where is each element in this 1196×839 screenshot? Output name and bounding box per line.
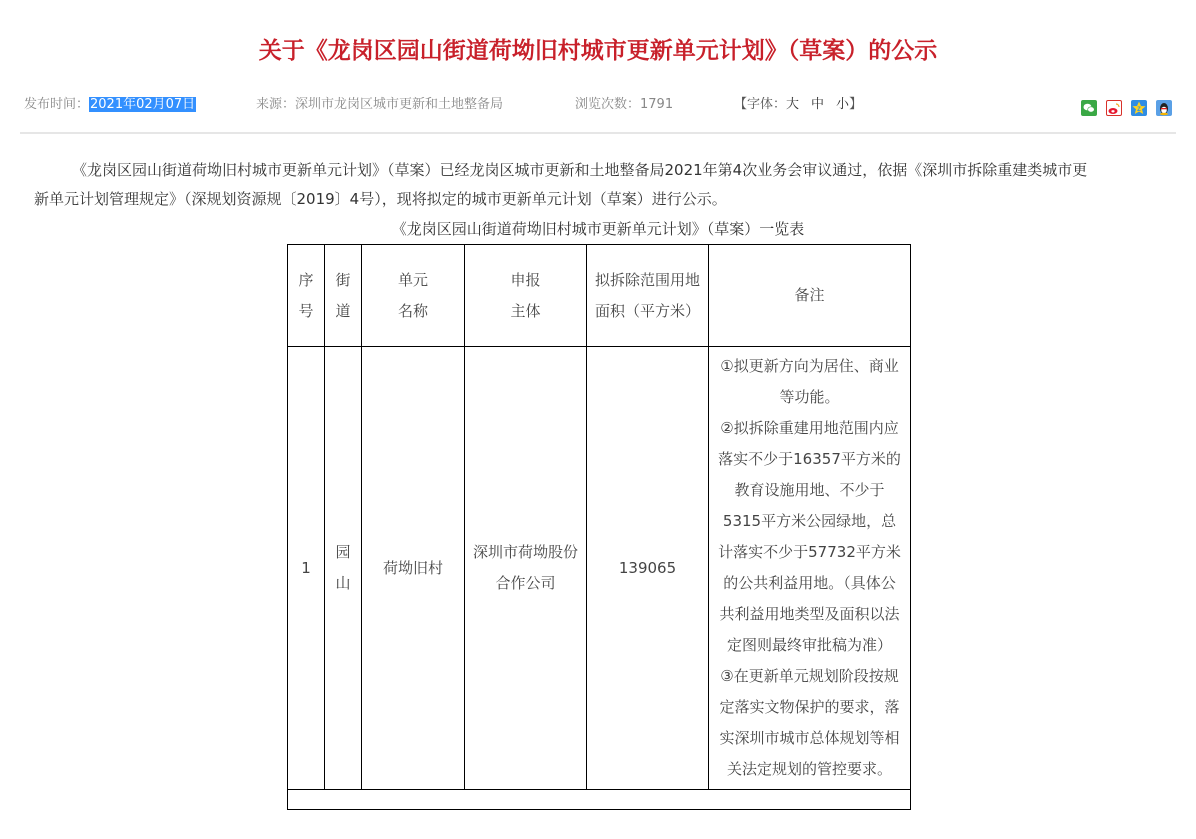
publish-date[interactable]: 2021年02月07日 [90,97,196,112]
header-area: 拟拆除范围用地面积（平方米） [587,245,709,347]
cell-continuation [288,790,911,810]
header-street-line1: 街 [335,270,351,289]
table-caption: 《龙岗区园山街道荷坳旧村城市更新单元计划》（草案）一览表 [391,220,805,238]
header-no [288,245,325,347]
source [256,94,503,116]
table-header-row [288,245,911,347]
cell-street-line1: 园 [335,543,351,561]
cell-area: 139065 [587,347,709,790]
font-label-open: 【字体： [734,97,787,112]
table-row-continuation [288,790,911,810]
remark-item-3: ③在更新单元规划阶段按规定落实文物保护的要求，落实深圳市城市总体规划等相关法定规划的管控要求。 [719,667,900,778]
publish-label: 发布时间： [24,97,90,112]
weibo-icon[interactable] [1106,100,1122,116]
header-remark: 备注 [709,245,911,347]
plan-table [287,244,911,810]
view-count [575,94,673,116]
header-street [325,245,362,347]
header-applicant-line1: 申报 [510,270,541,289]
font-size-switcher [734,94,862,116]
header-unit-line1: 单元 [397,270,428,289]
views-count: 1791 [640,97,674,112]
font-small-link[interactable]: 小 [836,97,850,112]
cell-street-line2: 山 [335,574,351,592]
body-paragraph-line-2: 新单元计划管理规定》（深规划资源规〔2019〕4号），现将拟定的城市更新单元计划（草案）进行公示。 [34,190,727,208]
cell-remark [709,347,911,790]
share-bar [1081,100,1172,116]
qq-icon[interactable] [1156,100,1172,116]
article-meta [24,94,1176,116]
cell-street [325,347,362,790]
header-unit-line2: 名称 [397,301,428,320]
font-large-link[interactable]: 大 [786,97,800,112]
font-label-close: 】 [849,97,863,112]
header-divider [20,132,1176,134]
source-value: 深圳市龙岗区城市更新和土地整备局 [295,97,504,112]
wechat-icon[interactable] [1081,100,1097,116]
article-title: 关于《龙岗区园山街道荷坳旧村城市更新单元计划》（草案）的公示 [258,38,938,64]
remark-item-2: ②拟拆除重建用地范围内应落实不少于16357平方米的教育设施用地、不少于5315平方米公园绿地，总计落实不少于57732平方米的公共利益用地。（具体公共利益用地类型及面积以法定图则最终审批稿为准） [718,419,901,654]
qzone-icon[interactable] [1131,100,1147,116]
header-no-line1: 序 [298,270,314,289]
body-paragraph-line-1: 《龙岗区园山街道荷坳旧村城市更新单元计划》（草案）已经龙岗区城市更新和土地整备局2021年第4次业务会审议通过，依据《深圳市拆除重建类城市更 [72,161,1088,179]
remark-item-1: ①拟更新方向为居住、商业等功能。 [720,357,899,406]
header-applicant [465,245,587,347]
cell-no: 1 [288,347,325,790]
cell-applicant: 深圳市荷坳股份合作公司 [465,347,587,790]
header-no-line2: 号 [298,301,314,320]
header-applicant-line2: 主体 [510,301,541,320]
cell-unit-name: 荷坳旧村 [362,347,465,790]
font-medium-link[interactable]: 中 [811,97,825,112]
header-street-line2: 道 [335,301,351,320]
svg-text:Z: Z [1137,107,1141,113]
header-unit-name [362,245,465,347]
table-row [288,347,911,790]
source-label: 来源： [256,97,296,112]
publish-time [24,94,196,116]
views-label: 浏览次数： [575,97,641,112]
